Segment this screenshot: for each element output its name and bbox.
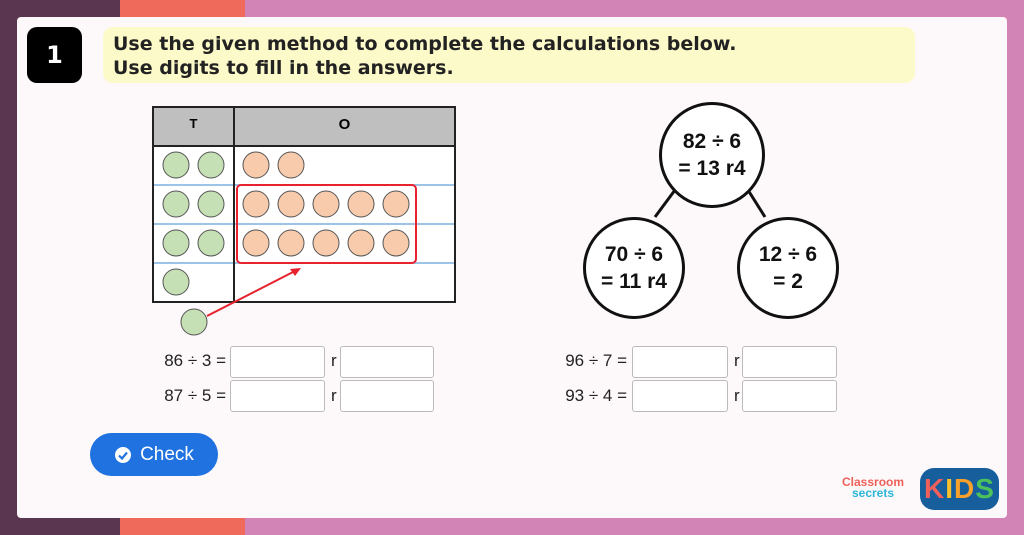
whole-line: 82 ÷ 6	[682, 130, 742, 153]
instruction-line: Use digits to fill in the answers.	[113, 57, 454, 79]
check-label: Check	[140, 443, 194, 465]
remainder-label: r	[331, 351, 337, 370]
whole-line: = 13 r4	[678, 157, 746, 180]
check-button[interactable]	[90, 433, 218, 476]
logo-text: Classroom	[842, 475, 905, 489]
whole-circle	[659, 102, 765, 208]
logo-text: secrets	[851, 486, 895, 500]
remainder-label: r	[331, 386, 337, 405]
part-circle	[737, 217, 839, 319]
part-line: = 11 r4	[601, 270, 667, 293]
instruction-line: Use the given method to complete the calculations below.	[113, 33, 737, 55]
remainder-input[interactable]	[742, 346, 837, 378]
remainder-input[interactable]	[742, 380, 837, 412]
connector-line	[748, 190, 765, 217]
remainder-input[interactable]	[340, 380, 434, 412]
question-label: 96 ÷ 7 =	[565, 351, 627, 370]
quotient-input[interactable]	[632, 380, 728, 412]
remainder-label: r	[734, 386, 740, 405]
remainder-label: r	[734, 351, 740, 370]
connector-line	[655, 190, 675, 217]
part-circle	[583, 217, 685, 319]
classroom-secrets-logo	[842, 477, 904, 499]
question-label: 87 ÷ 5 =	[164, 386, 226, 405]
check-circle-icon	[114, 446, 132, 464]
quotient-input[interactable]	[230, 380, 325, 412]
part-line: 70 ÷ 6	[604, 243, 664, 266]
question-label: 93 ÷ 4 =	[565, 386, 627, 405]
question-number: 1	[27, 27, 82, 83]
remainder-input[interactable]	[340, 346, 434, 378]
kids-logo: K I D S	[920, 468, 999, 510]
question-label: 86 ÷ 3 =	[164, 351, 226, 370]
quotient-input[interactable]	[230, 346, 325, 378]
tens-header: T	[189, 116, 198, 131]
ones-header: O	[338, 116, 351, 133]
part-line: = 2	[773, 270, 803, 293]
quotient-input[interactable]	[632, 346, 728, 378]
part-line: 12 ÷ 6	[758, 243, 818, 266]
